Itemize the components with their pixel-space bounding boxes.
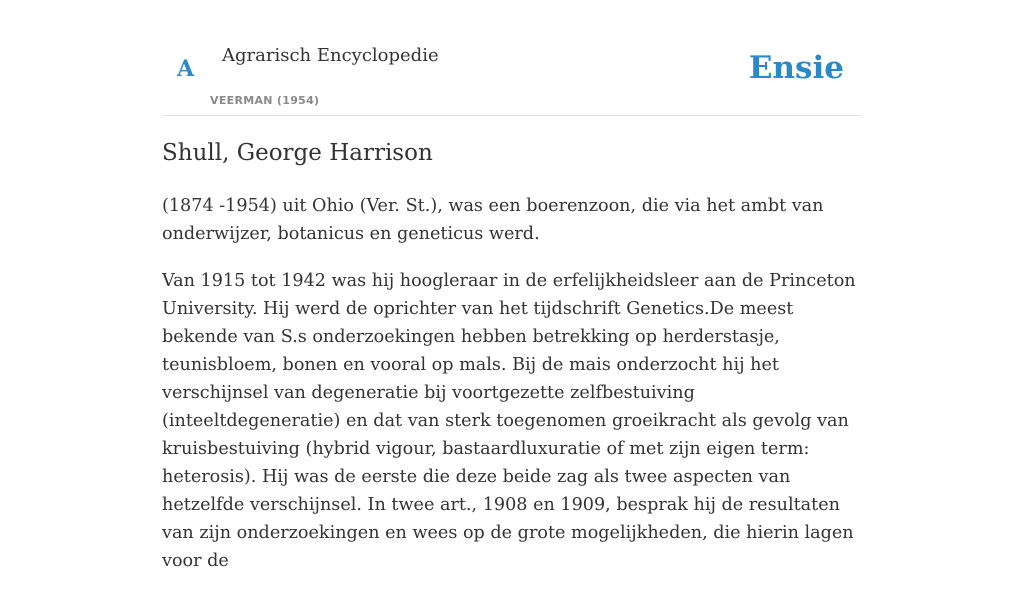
ensie-logo-link[interactable]: Ensie [748, 50, 844, 86]
publication-meta: VEERMAN (1954) [210, 94, 320, 107]
entry-body [162, 192, 862, 594]
publication-title[interactable]: Agrarisch Encyclopedie [222, 45, 439, 66]
entry-paragraph: (1874 -1954) uit Ohio (Ver. St.), was een boerenzoon, die via het ambt van onderwijzer, botanicus en geneticus werd. [162, 196, 824, 244]
entry-paragraph: Van 1915 tot 1942 was hij hoogleraar in de erfelijkheidsleer aan de Princeton University. Hij werd de oprichter van het tijdschrift Genetics.De meest bekende van S.s onderzoekingen hebben betrekking op herderstasje, teunisbloem, bonen en vooral op mals. Bij de mais onderzocht hij het verschijnsel van degeneratie bij voortgezette zelfbestuiving (inteeltdegeneratie) en dat van sterk toegenomen groeikracht als gevolg van kruisbestuiving (hybrid vigour, bastaardluxuratie of met zijn eigen term: heterosis). Hij was de eerste die deze beide zag als twee aspecten van hetzelfde verschijnsel. In twee art., 1908 en 1909, besprak hij de resultaten van zijn onderzoekingen en wees op de grote mogelijkheden, die hierin lagen voor de [162, 271, 856, 571]
header [162, 0, 862, 116]
entry-title: Shull, George Harrison [162, 140, 433, 166]
publication-logo-letter[interactable]: A [177, 56, 195, 82]
page-container [162, 0, 862, 571]
